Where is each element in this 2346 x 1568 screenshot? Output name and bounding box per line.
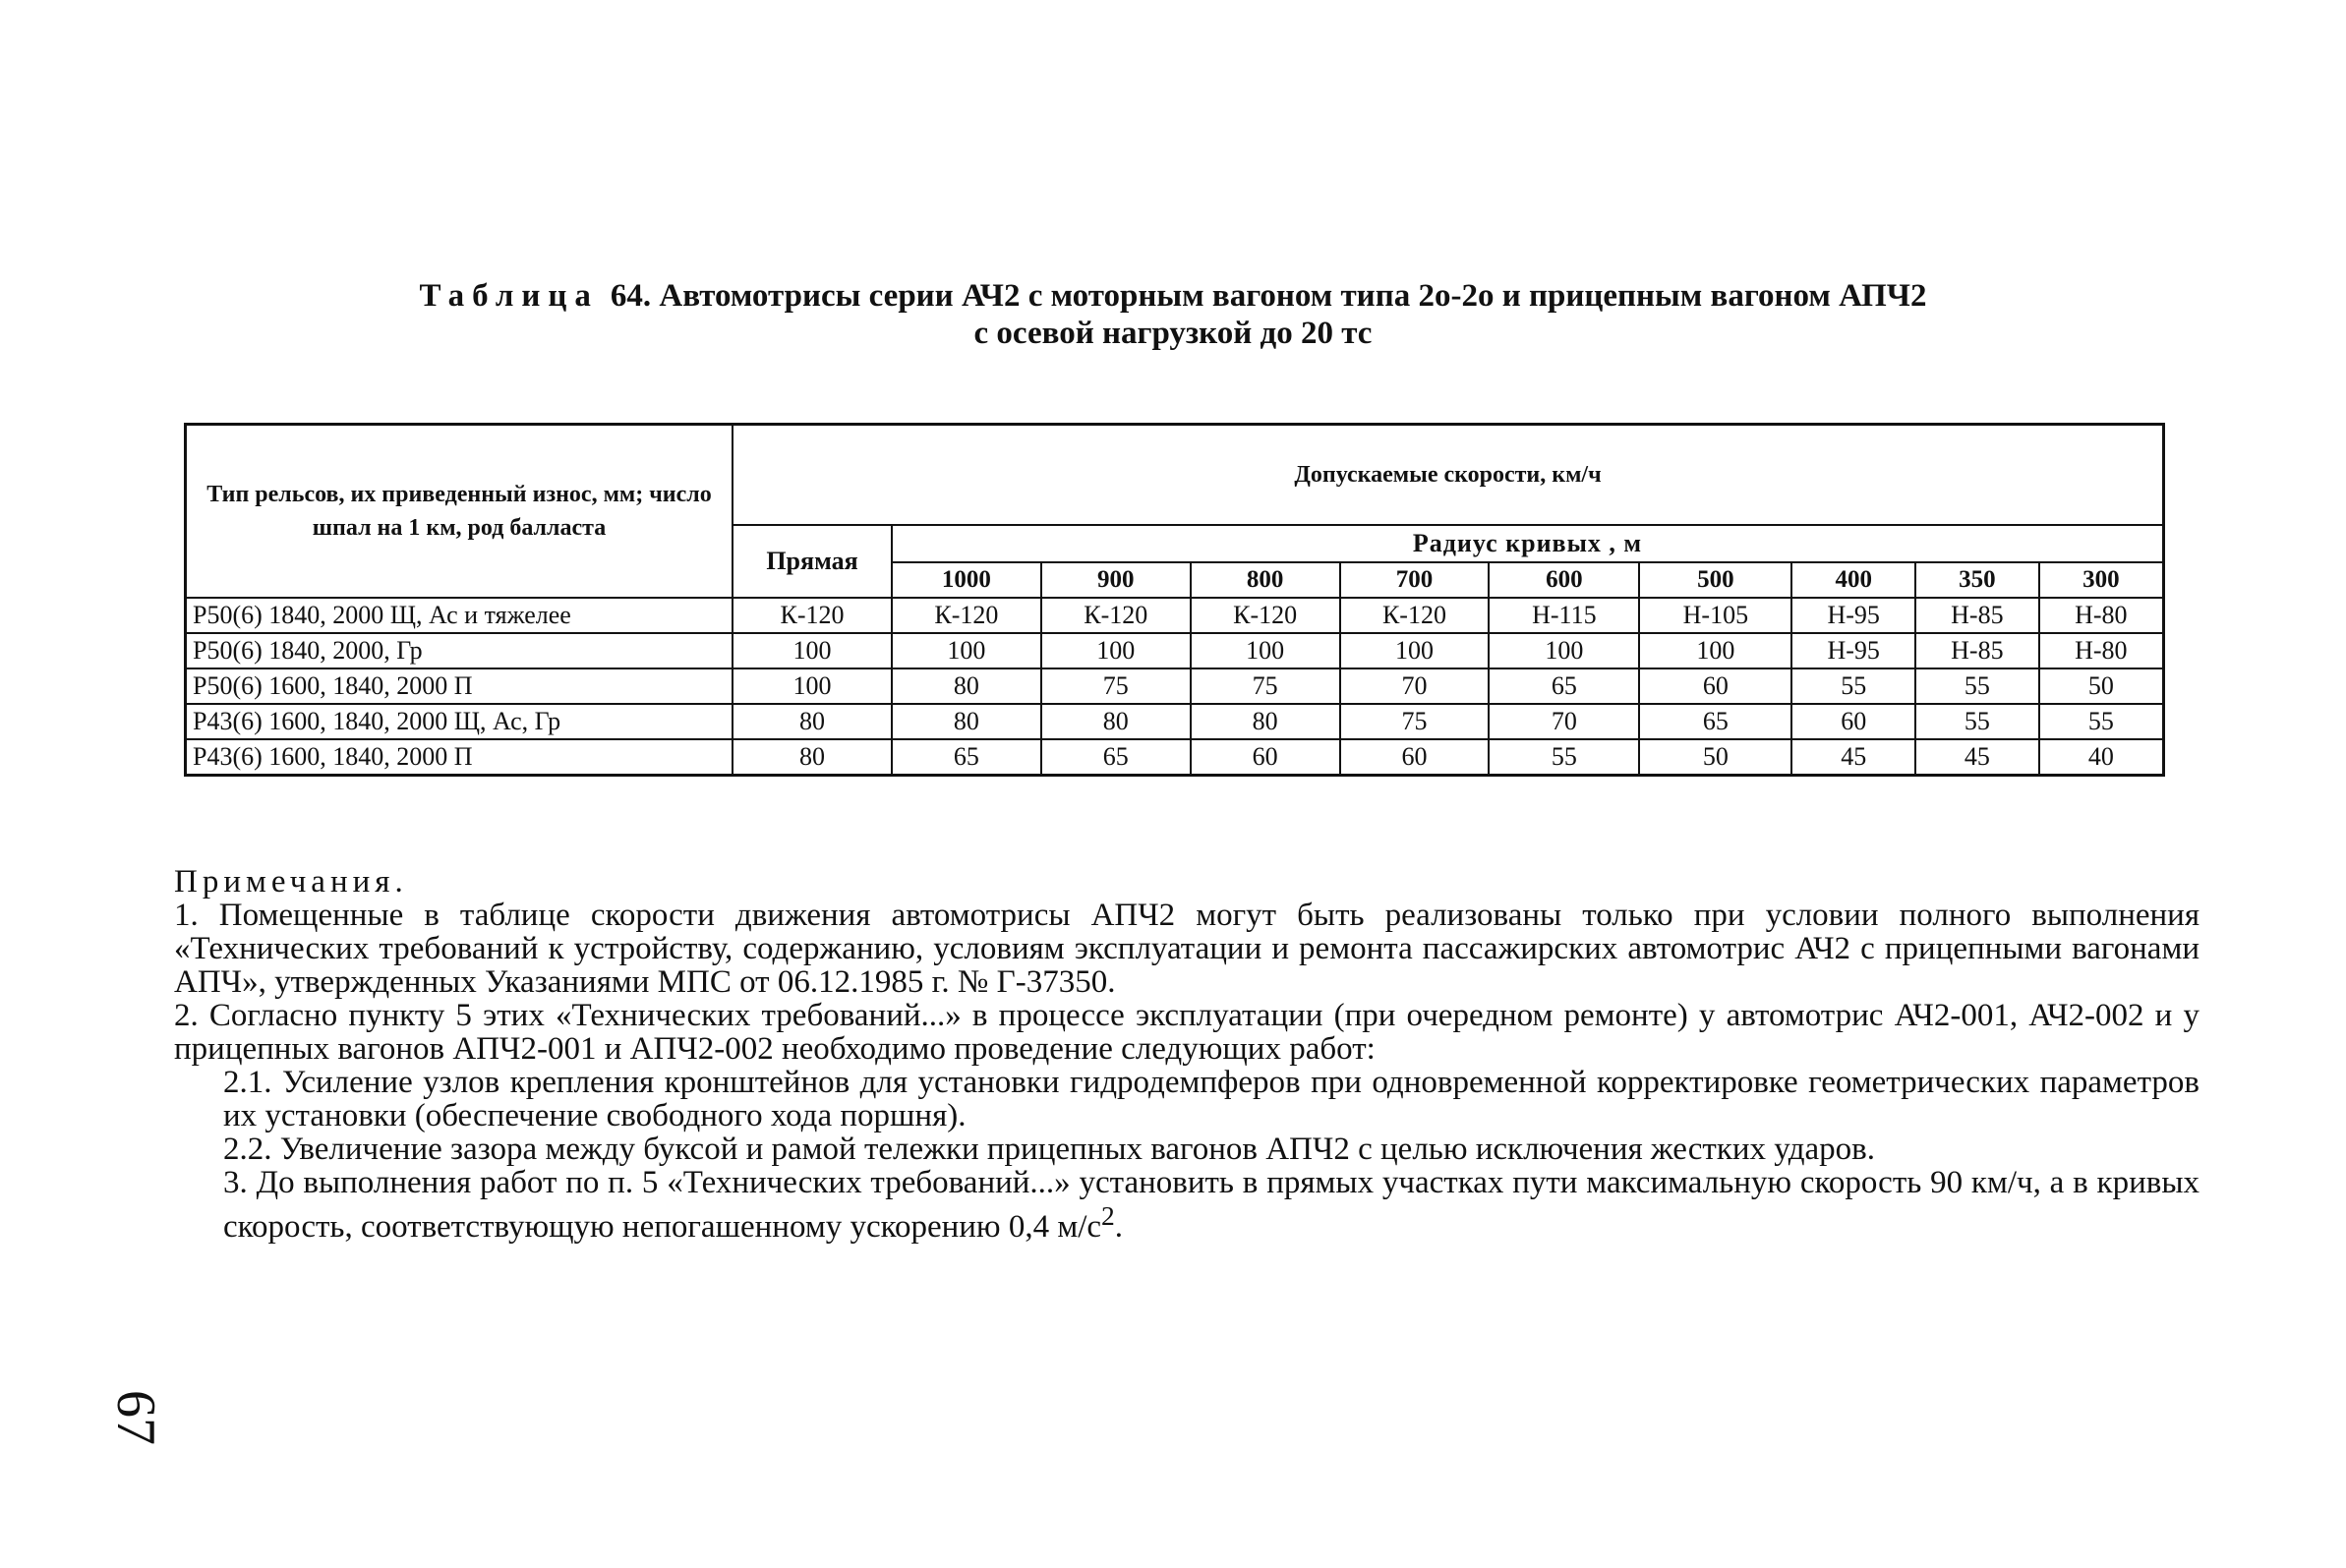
curve-speed-cell: 65 [1639, 704, 1791, 739]
table-row [186, 739, 2164, 776]
curve-speed-cell: К-120 [1191, 598, 1340, 633]
curve-speed-cell: К-120 [1340, 598, 1490, 633]
table-row [186, 633, 2164, 668]
curve-speed-cell: 45 [1791, 739, 1915, 776]
radius-header-cell: 800 [1191, 562, 1340, 598]
table-body [186, 598, 2164, 776]
curve-speed-cell: 65 [1041, 739, 1191, 776]
curve-speed-cell: 80 [1041, 704, 1191, 739]
note-2: 2. Согласно пункту 5 этих «Технических требований...» в процессе эксплуатации (при очередном ремонте) у автомотрис АЧ2-001, АЧ2-002 и у прицепных вагонов АПЧ2-001 и АПЧ2-002 необходимо проведение следующих работ: [174, 998, 2199, 1067]
radius-header-cell: 600 [1489, 562, 1639, 598]
rail-type-cell: Р43(6) 1600, 1840, 2000 П [186, 739, 733, 776]
table-row [186, 668, 2164, 704]
curve-speed-cell: Н-85 [1915, 633, 2039, 668]
curve-speed-cell: 100 [1489, 633, 1639, 668]
note-2-2: 2.2. Увеличение зазора между буксой и рамой тележки прицепных вагонов АПЧ2 с целью исключения жестких ударов. [223, 1132, 1875, 1167]
note-2-1: 2.1. Усиление узлов крепления кронштейнов для установки гидродемпферов при одновременной корректировке геометрических параметров их установки (обеспечение свободного хода поршня). [223, 1065, 2199, 1133]
rail-type-header: Тип рельсов, их приведенный износ, мм; число шпал на 1 км, род балласта [186, 425, 733, 599]
curve-speed-cell: 40 [2039, 739, 2164, 776]
rail-type-cell: Р43(6) 1600, 1840, 2000 Щ, Ас, Гр [186, 704, 733, 739]
curve-speed-cell: 55 [2039, 704, 2164, 739]
table-row [186, 598, 2164, 633]
curve-speed-cell: 55 [1915, 668, 2039, 704]
curve-speed-cell: 50 [1639, 739, 1791, 776]
curve-speed-cell: 100 [1340, 633, 1490, 668]
radius-header-cell: 300 [2039, 562, 2164, 598]
curve-speed-cell: 80 [892, 668, 1041, 704]
curve-speed-cell: 75 [1340, 704, 1490, 739]
straight-speed-cell: 80 [733, 739, 892, 776]
table-title [0, 277, 2346, 352]
rail-type-cell: Р50(6) 1600, 1840, 2000 П [186, 668, 733, 704]
curve-speed-cell: 60 [1639, 668, 1791, 704]
radius-header-cell: 400 [1791, 562, 1915, 598]
note-3 [174, 1166, 2199, 1244]
curve-speed-cell: Н-85 [1915, 598, 2039, 633]
straight-speed-cell: 100 [733, 668, 892, 704]
table-row [186, 704, 2164, 739]
straight-speed-cell: 100 [733, 633, 892, 668]
curve-speed-cell: 65 [1489, 668, 1639, 704]
rail-type-cell: Р50(6) 1840, 2000, Гр [186, 633, 733, 668]
curve-speed-cell: 70 [1489, 704, 1639, 739]
curve-speed-cell: 80 [892, 704, 1041, 739]
curve-speed-cell: 100 [892, 633, 1041, 668]
straight-speed-cell: 80 [733, 704, 892, 739]
rail-type-cell: Р50(6) 1840, 2000 Щ, Ас и тяжелее [186, 598, 733, 633]
curve-speed-cell: 100 [1041, 633, 1191, 668]
curve-speed-cell: К-120 [892, 598, 1041, 633]
curve-radius-header: Радиус кривых , м [892, 525, 2164, 562]
note-3-superscript: 2 [1101, 1200, 1115, 1231]
radius-header-cell: 500 [1639, 562, 1791, 598]
radius-header-cell: 1000 [892, 562, 1041, 598]
curve-speed-cell: 75 [1041, 668, 1191, 704]
notes [174, 865, 2199, 1244]
curve-speed-cell: Н-115 [1489, 598, 1639, 633]
curve-speed-cell: 100 [1191, 633, 1340, 668]
title-lead: Таблица [419, 278, 599, 314]
curve-speed-cell: 100 [1639, 633, 1791, 668]
straight-header: Прямая [733, 525, 892, 598]
curve-speed-cell: Н-80 [2039, 633, 2164, 668]
allowed-speeds-header: Допускаемые скорости, км/ч [733, 425, 2164, 526]
curve-speed-cell: 60 [1191, 739, 1340, 776]
title-line-1 [0, 277, 2346, 315]
curve-speed-cell: Н-105 [1639, 598, 1791, 633]
curve-speed-cell: 80 [1191, 704, 1340, 739]
curve-speed-cell: 75 [1191, 668, 1340, 704]
note-3-text: 3. До выполнения работ по п. 5 «Технических требований...» установить в прямых участках пути максимальную скорость 90 км/ч, а в кривых скорость, соответствующую непогашенному ускорению 0,4 м/с [223, 1165, 2199, 1245]
curve-speed-cell: 65 [892, 739, 1041, 776]
title-text: 64. Автомотрисы серии АЧ2 с моторным вагоном типа 2о-2о и прицепным вагоном АПЧ2 [610, 278, 1927, 314]
notes-heading: Примечания. [174, 864, 408, 900]
radius-header-cell: 350 [1915, 562, 2039, 598]
curve-speed-cell: 55 [1791, 668, 1915, 704]
curve-speed-cell: 60 [1791, 704, 1915, 739]
curve-speed-cell: 45 [1915, 739, 2039, 776]
speed-table [184, 423, 2165, 777]
title-line-2: с осевой нагрузкой до 20 тс [973, 316, 1373, 351]
curve-speed-cell: 70 [1340, 668, 1490, 704]
note-3-end: . [1114, 1209, 1124, 1245]
curve-speed-cell: Н-95 [1791, 633, 1915, 668]
curve-speed-cell: 50 [2039, 668, 2164, 704]
note-1: 1. Помещенные в таблице скорости движения автомотрисы АПЧ2 могут быть реализованы только при условии полного выполнения «Технических требований к устройству, содержанию, условиям эксплуатации и ремонта пассажирских автомотрис АЧ2 с прицепными вагонами АПЧ», утвержденных Указаниями МПС от 06.12.1985 г. № Г-37350. [174, 898, 2199, 1000]
curve-speed-cell: К-120 [1041, 598, 1191, 633]
curve-speed-cell: Н-80 [2039, 598, 2164, 633]
curve-speed-cell: 55 [1489, 739, 1639, 776]
curve-speed-cell: Н-95 [1791, 598, 1915, 633]
straight-speed-cell: К-120 [733, 598, 892, 633]
radius-header-cell: 900 [1041, 562, 1191, 598]
curve-speed-cell: 60 [1340, 739, 1490, 776]
radius-header-cell: 700 [1340, 562, 1490, 598]
page-number: 67 [105, 1390, 166, 1445]
curve-speed-cell: 55 [1915, 704, 2039, 739]
